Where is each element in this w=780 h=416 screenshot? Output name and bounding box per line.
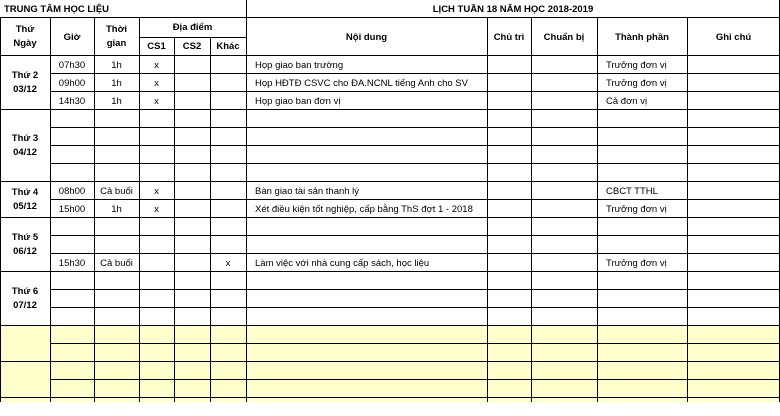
cell-participants — [597, 290, 687, 308]
cell-other — [210, 272, 246, 290]
cell-content — [246, 344, 487, 362]
cell-content: Họp giao ban đơn vị — [255, 95, 341, 107]
grid-hline — [50, 379, 780, 380]
cell-cs1: x — [154, 77, 159, 89]
cell-time: 15h30 — [58, 257, 86, 269]
cell-notes — [687, 56, 780, 74]
cell-other — [210, 398, 246, 416]
cell-cs2 — [174, 362, 210, 380]
cell-other — [210, 236, 246, 254]
cell-prep — [531, 236, 597, 254]
cell-prep — [531, 254, 597, 272]
cell-content — [246, 398, 487, 416]
cell-chair — [487, 344, 531, 362]
cell-chair — [487, 380, 531, 398]
grid-hline — [0, 55, 780, 56]
cell-chair — [487, 110, 531, 128]
cell-chair — [487, 362, 531, 380]
cell-content — [246, 146, 487, 164]
cell-cs1 — [139, 164, 174, 182]
center-name: TRUNG TÂM HỌC LIỆU — [4, 3, 110, 15]
day-name: Thứ 3 — [11, 133, 39, 144]
cell-time — [50, 308, 94, 326]
cell-time — [50, 344, 94, 362]
cell-cs1 — [139, 344, 174, 362]
cell-duration — [94, 326, 139, 344]
cell-chair — [487, 164, 531, 182]
cell-other — [210, 182, 246, 200]
cell-notes — [687, 362, 780, 380]
col-header-content: Nội dung — [345, 31, 388, 43]
cell-duration — [94, 128, 139, 146]
cell-participants — [597, 128, 687, 146]
cell-cs1 — [139, 326, 174, 344]
grid-hline — [50, 145, 780, 146]
cell-other — [210, 308, 246, 326]
cell-participants: Trưởng đơn vị — [606, 59, 667, 71]
day-label — [0, 218, 50, 272]
cell-notes — [687, 146, 780, 164]
grid-vline — [139, 18, 140, 402]
cell-prep — [531, 398, 597, 416]
cell-content — [246, 128, 487, 146]
cell-other — [210, 344, 246, 362]
cell-other — [210, 128, 246, 146]
cell-content — [246, 380, 487, 398]
cell-cs2 — [174, 164, 210, 182]
cell-cs1 — [139, 308, 174, 326]
col-header-chair: Chủ trì — [493, 31, 525, 43]
grid-hline — [50, 199, 780, 200]
cell-cs2 — [174, 398, 210, 416]
col-header-duration — [94, 18, 139, 56]
cell-content — [246, 164, 487, 182]
grid-hline — [0, 361, 780, 362]
cell-notes — [687, 128, 780, 146]
cell-time: 15h00 — [58, 203, 86, 215]
cell-cs2 — [174, 56, 210, 74]
cell-cs2 — [174, 182, 210, 200]
cell-cs2 — [174, 380, 210, 398]
cell-prep — [531, 74, 597, 92]
col-header-day — [0, 18, 50, 56]
grid-vline — [50, 18, 51, 402]
cell-time: 07h30 — [58, 59, 86, 71]
cell-cs2 — [174, 218, 210, 236]
col-header-participants: Thành phần — [615, 31, 669, 43]
cell-notes — [687, 218, 780, 236]
cell-cs2 — [174, 92, 210, 110]
cell-chair — [487, 308, 531, 326]
cell-participants — [597, 164, 687, 182]
cell-notes — [687, 236, 780, 254]
cell-participants: Cả đơn vị — [606, 95, 648, 107]
col-header-location: Địa điểm — [172, 22, 213, 33]
cell-cs2 — [174, 290, 210, 308]
cell-time: 08h00 — [58, 185, 86, 197]
cell-duration — [94, 398, 139, 416]
cell-cs1 — [139, 146, 174, 164]
cell-time — [50, 146, 94, 164]
cell-prep — [531, 110, 597, 128]
cell-duration: 1h — [111, 77, 122, 89]
day-date: 03/12 — [13, 84, 37, 95]
day-date: 05/12 — [13, 201, 37, 212]
cell-participants — [597, 110, 687, 128]
cell-cs2 — [174, 128, 210, 146]
cell-content — [246, 218, 487, 236]
cell-other — [210, 110, 246, 128]
cell-other — [210, 218, 246, 236]
day-label — [0, 56, 50, 110]
grid-vline — [487, 18, 488, 402]
cell-chair — [487, 56, 531, 74]
cell-notes — [687, 74, 780, 92]
day-name: Thứ 6 — [11, 286, 39, 297]
cell-cs1 — [139, 380, 174, 398]
day-date: 07/12 — [13, 300, 37, 311]
cell-other — [210, 326, 246, 344]
cell-chair — [487, 218, 531, 236]
cell-notes — [687, 164, 780, 182]
cell-notes — [687, 272, 780, 290]
cell-prep — [531, 272, 597, 290]
cell-duration — [94, 110, 139, 128]
cell-time — [50, 218, 94, 236]
cell-content: Xét điều kiện tốt nghiệp, cấp bằng ThS đợt 1 - 2018 — [255, 203, 473, 215]
cell-duration: 1h — [111, 95, 122, 107]
cell-notes — [687, 326, 780, 344]
cell-cs1 — [139, 218, 174, 236]
cell-notes — [687, 182, 780, 200]
cell-cs1 — [139, 362, 174, 380]
cell-notes — [687, 398, 780, 416]
cell-notes — [687, 254, 780, 272]
cell-time — [50, 362, 94, 380]
cell-prep — [531, 344, 597, 362]
day-name: Thứ 2 — [11, 70, 39, 81]
cell-cs2 — [174, 146, 210, 164]
cell-duration — [94, 236, 139, 254]
cell-chair — [487, 200, 531, 218]
grid-hline — [50, 289, 780, 290]
cell-chair — [487, 398, 531, 416]
cell-cs2 — [174, 326, 210, 344]
cell-notes — [687, 110, 780, 128]
cell-cs1: x — [154, 59, 159, 71]
cell-participants: Trưởng đơn vị — [606, 203, 667, 215]
cell-chair — [487, 146, 531, 164]
cell-prep — [531, 56, 597, 74]
day-name: Thứ 4 — [11, 187, 39, 198]
cell-time: 09h00 — [58, 77, 86, 89]
cell-time — [50, 272, 94, 290]
cell-participants — [597, 146, 687, 164]
day-label — [0, 272, 50, 326]
grid-vline — [531, 18, 532, 402]
cell-cs1 — [139, 128, 174, 146]
cell-cs1 — [139, 236, 174, 254]
cell-duration — [94, 272, 139, 290]
cell-duration: Cả buổi — [100, 185, 133, 197]
cell-cs1 — [139, 110, 174, 128]
cell-participants: Trưởng đơn vị — [606, 77, 667, 89]
cell-other — [210, 362, 246, 380]
cell-time: 14h30 — [58, 95, 86, 107]
cell-other — [210, 146, 246, 164]
cell-chair — [487, 128, 531, 146]
grid-vline — [94, 18, 95, 402]
grid-vline — [246, 18, 247, 402]
cell-content — [246, 308, 487, 326]
cell-cs2 — [174, 200, 210, 218]
cell-content: Làm việc với nhà cung cấp sách, học liệu — [255, 257, 430, 269]
cell-cs1: x — [154, 203, 159, 215]
cell-chair — [487, 92, 531, 110]
cell-cs1: x — [154, 185, 159, 197]
grid-hline — [0, 397, 780, 398]
col-header-time: Giờ — [63, 31, 81, 43]
cell-prep — [531, 218, 597, 236]
cell-cs2 — [174, 236, 210, 254]
cell-content: Bàn giao tài sản thanh lý — [255, 185, 360, 197]
cell-duration: 1h — [111, 59, 122, 71]
cell-cs2 — [174, 110, 210, 128]
day-date: 06/12 — [13, 246, 37, 257]
cell-prep — [531, 128, 597, 146]
cell-content — [246, 362, 487, 380]
cell-time — [50, 164, 94, 182]
cell-prep — [531, 164, 597, 182]
cell-other — [210, 200, 246, 218]
cell-participants — [597, 380, 687, 398]
grid-hline — [0, 325, 780, 326]
cell-prep — [531, 308, 597, 326]
cell-prep — [531, 362, 597, 380]
cell-other: x — [225, 257, 231, 269]
col-header-cs1: CS1 — [147, 41, 166, 52]
cell-time — [50, 110, 94, 128]
grid-vline — [597, 18, 598, 402]
grid-hline — [139, 37, 246, 38]
grid-hline — [0, 17, 780, 18]
col-header-notes: Ghi chú — [715, 31, 752, 43]
day-label — [0, 110, 50, 182]
cell-duration — [94, 164, 139, 182]
grid-hline — [50, 91, 780, 92]
cell-cs2 — [174, 254, 210, 272]
cell-prep — [531, 290, 597, 308]
cell-content — [246, 110, 487, 128]
day-date: 04/12 — [13, 147, 37, 158]
cell-cs1 — [139, 290, 174, 308]
cell-notes — [687, 380, 780, 398]
cell-participants — [597, 272, 687, 290]
cell-time — [50, 326, 94, 344]
day-name: Thứ 5 — [11, 232, 39, 243]
cell-cs1 — [139, 398, 174, 416]
cell-duration — [94, 380, 139, 398]
cell-content — [246, 272, 487, 290]
col-header-cs2: CS2 — [182, 41, 202, 52]
cell-chair — [487, 272, 531, 290]
cell-cs2 — [174, 344, 210, 362]
cell-notes — [687, 290, 780, 308]
grid-hline — [50, 127, 780, 128]
cell-duration — [94, 218, 139, 236]
cell-chair — [487, 74, 531, 92]
cell-content: Họp HĐTĐ CSVC cho ĐA.NCNL tiếng Anh cho SV — [255, 77, 468, 89]
cell-duration: Cả buổi — [100, 257, 133, 269]
cell-prep — [531, 326, 597, 344]
cell-cs1: x — [154, 95, 159, 107]
grid-hline — [0, 109, 780, 110]
cell-other — [210, 290, 246, 308]
cell-content — [246, 326, 487, 344]
grid-hline — [50, 253, 780, 254]
cell-duration — [94, 290, 139, 308]
cell-duration — [94, 362, 139, 380]
cell-prep — [531, 92, 597, 110]
cell-other — [210, 380, 246, 398]
cell-notes — [687, 92, 780, 110]
col-header-day-line1: Thứ — [15, 24, 35, 35]
cell-other — [210, 164, 246, 182]
cell-participants — [597, 362, 687, 380]
col-header-duration-line1: Thời — [106, 24, 127, 35]
cell-other — [210, 92, 246, 110]
cell-chair — [487, 236, 531, 254]
cell-prep — [531, 200, 597, 218]
cell-time — [50, 128, 94, 146]
grid-hline — [50, 307, 780, 308]
cell-time — [50, 398, 94, 416]
cell-cs2 — [174, 272, 210, 290]
col-header-other: Khác — [216, 41, 240, 52]
cell-content: Họp giao ban trường — [255, 59, 344, 71]
cell-cs2 — [174, 308, 210, 326]
grid-vline — [246, 0, 247, 18]
cell-notes — [687, 344, 780, 362]
cell-participants — [597, 218, 687, 236]
cell-chair — [487, 326, 531, 344]
cell-time — [50, 290, 94, 308]
cell-notes — [687, 200, 780, 218]
schedule-title: LỊCH TUẦN 18 NĂM HỌC 2018-2019 — [432, 3, 594, 15]
cell-chair — [487, 182, 531, 200]
grid-hline — [50, 235, 780, 236]
cell-other — [210, 74, 246, 92]
cell-prep — [531, 182, 597, 200]
cell-other — [210, 56, 246, 74]
cell-duration — [94, 146, 139, 164]
col-header-prep: Chuẩn bị — [543, 31, 585, 43]
cell-content — [246, 290, 487, 308]
cell-cs1 — [139, 272, 174, 290]
cell-chair — [487, 254, 531, 272]
cell-prep — [531, 146, 597, 164]
cell-notes — [687, 308, 780, 326]
cell-content — [246, 236, 487, 254]
cell-participants — [597, 398, 687, 416]
cell-time — [50, 236, 94, 254]
cell-participants — [597, 326, 687, 344]
cell-duration: 1h — [111, 203, 122, 215]
col-header-duration-line2: gian — [106, 38, 127, 49]
cell-participants: Trưởng đơn vị — [606, 257, 667, 269]
grid-hline — [0, 217, 780, 218]
col-header-day-line2: Ngày — [13, 38, 37, 49]
cell-cs1 — [139, 254, 174, 272]
day-label — [0, 182, 50, 218]
grid-hline — [50, 343, 780, 344]
cell-cs2 — [174, 74, 210, 92]
cell-time — [50, 380, 94, 398]
grid-hline — [0, 181, 780, 182]
cell-participants — [597, 308, 687, 326]
cell-duration — [94, 308, 139, 326]
grid-hline — [50, 73, 780, 74]
grid-vline — [687, 18, 688, 402]
cell-participants — [597, 344, 687, 362]
cell-participants — [597, 236, 687, 254]
grid-hline — [50, 163, 780, 164]
cell-prep — [531, 380, 597, 398]
cell-chair — [487, 290, 531, 308]
grid-vline — [0, 18, 1, 402]
cell-participants: CBCT TTHL — [606, 185, 658, 197]
cell-duration — [94, 344, 139, 362]
grid-hline — [0, 271, 780, 272]
